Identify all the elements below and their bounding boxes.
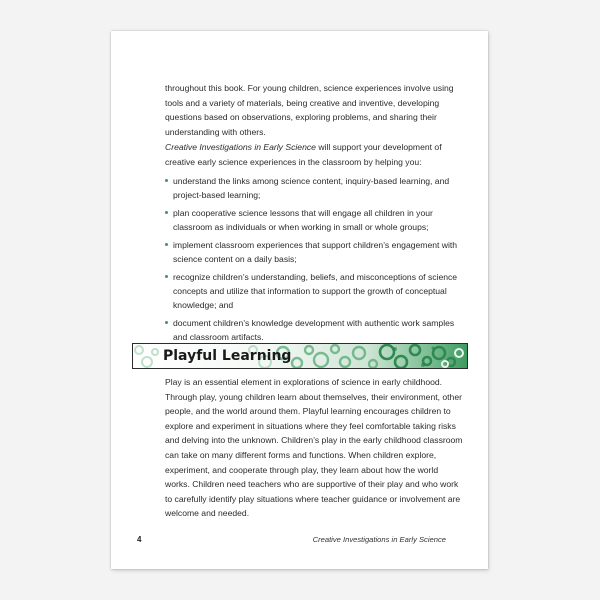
running-title: Creative Investigations in Early Science	[312, 535, 446, 544]
support-intro-paragraph	[165, 140, 465, 169]
list-item: document children’s knowledge development with authentic work samples and classroom artifacts.	[165, 316, 465, 344]
intro-paragraph: throughout this book. For young children, science experiences involve using tools and a variety of materials, being creative and inventive, developing questions based on observations, exploring problems, and sharing their understanding with others.	[165, 83, 454, 137]
section-banner	[132, 343, 468, 369]
section-paragraph: Play is an essential element in explorations of science in early childhood. Through play, young children learn about themselves, their environment, other people, and the world around them. Playful learning encourages children to explore and experiment in situations where they feel comfortable taking risks and delving into the unknown. Children’s play in the early childhood classroom can take on many different forms and functions. When children explore, experiment, and cooperate through play, they learn about how the world works. Children need teachers who are supportive of their play and who work to carefully identify play situations where teacher guidance or involvement are welcome and needed.	[165, 377, 463, 519]
bullet-dot-icon	[165, 179, 168, 182]
book-page	[111, 31, 488, 569]
list-item: recognize children’s understanding, beliefs, and misconceptions of science concepts and utilize that information to support the growth of conceptual knowledge; and	[165, 270, 465, 313]
list-item: understand the links among science content, inquiry-based learning, and project-based learning;	[165, 174, 465, 202]
page-number: 4	[137, 535, 142, 544]
bullet-dot-icon	[165, 275, 168, 278]
support-intro-text: will support your development of creative early science experiences in the classroom by helping you:	[165, 142, 442, 167]
section-heading: Playful Learning	[163, 348, 292, 364]
goals-list	[165, 174, 465, 348]
bullet-dot-icon	[165, 321, 168, 324]
book-title-italic: Creative Investigations in Early Science	[165, 142, 316, 152]
bullet-dot-icon	[165, 211, 168, 214]
list-item: implement classroom experiences that support children’s engagement with science content on a daily basis;	[165, 238, 465, 266]
list-item: plan cooperative science lessons that will engage all children in your classroom as individuals or when working in small or whole groups;	[165, 206, 465, 234]
bullet-dot-icon	[165, 243, 168, 246]
